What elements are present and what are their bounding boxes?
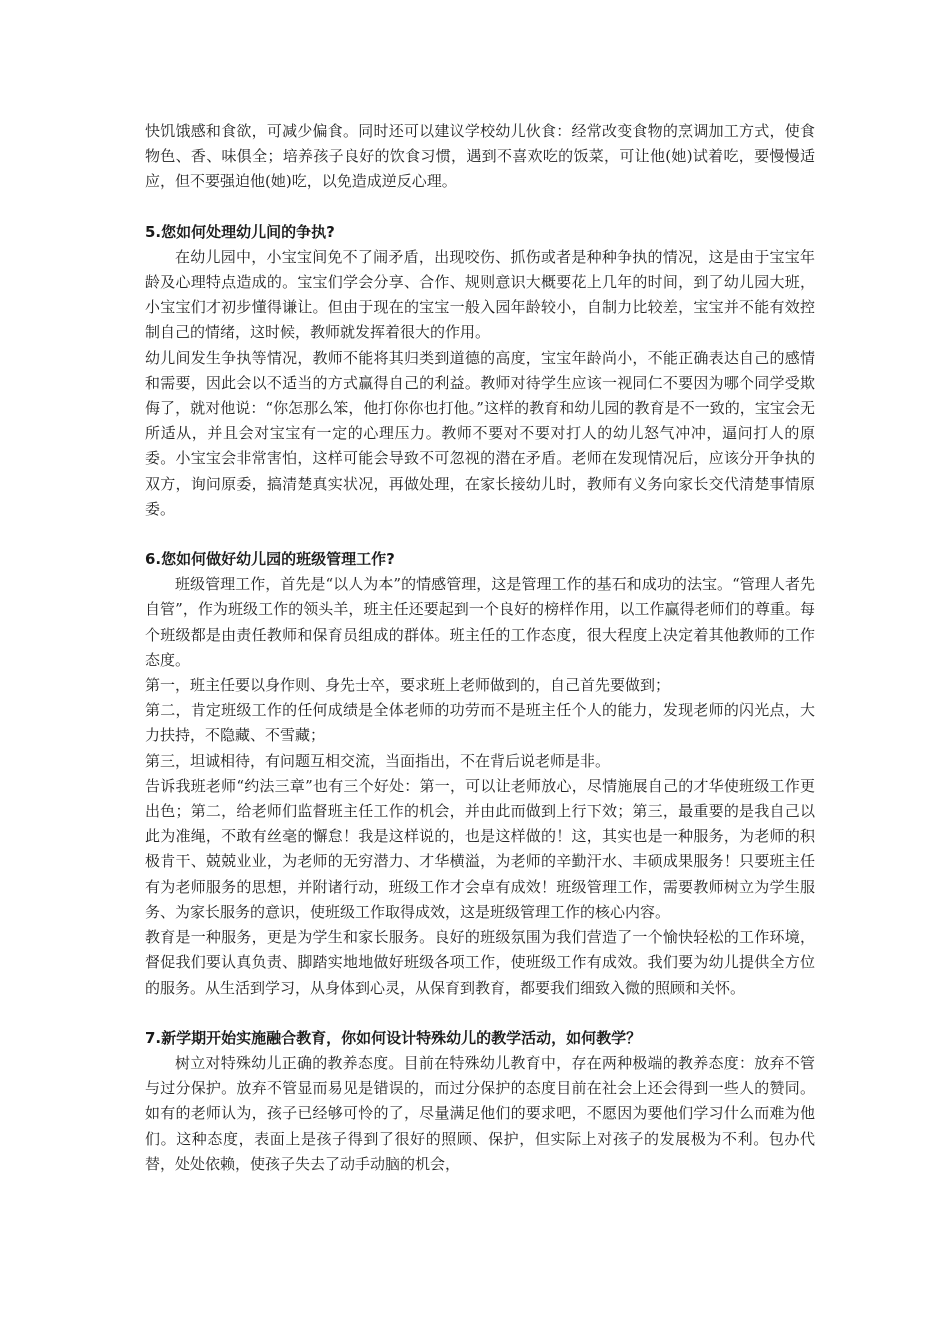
section-gap	[145, 1001, 815, 1026]
question-5-heading: 5.您如何处理幼儿间的争执?	[145, 222, 335, 241]
question-6-point-2: 第二，肯定班级工作的任何成绩是全体老师的功劳而不是班主任个人的能力，发现老师的闪光点，大力扶持，不隐藏、不雪藏；	[145, 701, 815, 745]
question-7-heading: 7.新学期开始实施融合教育，你如何设计特殊幼儿的教学活动，如何教学？	[145, 1028, 642, 1047]
question-5-section	[145, 220, 815, 522]
question-6-section	[145, 547, 815, 1001]
intro-paragraph: 快饥饿感和食欲，可减少偏食。同时还可以建议学校幼儿伙食：经常改变食物的烹调加工方式，使食物色、香、味俱全；培养孩子良好的饮食习惯，遇到不喜欢吃的饭菜，可让他(她)试着吃，要慢慢适应，但不要强迫他(她)吃，以免造成逆反心理。	[145, 122, 815, 191]
document-page	[145, 119, 815, 1177]
section-gap	[145, 195, 815, 220]
question-6-point-3: 第三，坦诚相待，有问题互相交流，当面指出，不在背后说老师是非。	[145, 751, 611, 770]
question-5-paragraph: 幼儿间发生争执等情况，教师不能将其归类到道德的高度，宝宝年龄尚小，不能正确表达自己的感情和需要，因此会以不适当的方式赢得自己的利益。教师对待学生应该一视同仁不要因为哪个同学受欺侮了，就对他说：“你怎那么笨，他打你你也打他。”这样的教育和幼儿园的教育是不一致的，宝宝会无所适从，并且会对宝宝有一定的心理压力。教师不要对不要对打人的幼儿怒气冲冲，逼问打人的原委。小宝宝会非常害怕，这样可能会导致不可忽视的潜在矛盾。老师在发现情况后，应该分开争执的双方，询问原委，搞清楚真实状况，再做处理，在家长接幼儿时，教师有义务向家长交代清楚事情原委。	[145, 348, 815, 518]
question-5-paragraph: 在幼儿园中，小宝宝间免不了闹矛盾，出现咬伤、抓伤或者是种种争执的情况，这是由于宝宝年龄及心理特点造成的。宝宝们学会分享、合作、规则意识大概要花上几年的时间，到了幼儿园大班，小宝宝们才初步懂得谦让。但由于现在的宝宝一般入园年龄较小，自制力比较差，宝宝并不能有效控制自己的情绪，这时候，教师就发挥着很大的作用。	[145, 247, 815, 342]
question-7-section	[145, 1026, 815, 1177]
question-6-point-1: 第一，班主任要以身作则、身先士卒，要求班上老师做到的，自己首先要做到；	[145, 676, 671, 695]
section-gap	[145, 522, 815, 547]
question-6-paragraph: 告诉我班老师“约法三章”也有三个好处：第一，可以让老师放心，尽情施展自己的才华使班级工作更出色；第二，给老师们监督班主任工作的机会，并由此而做到上行下效；第三，最重要的是我自己以此为准绳，不敢有丝毫的懈怠！我是这样说的，也是这样做的！这，其实也是一种服务，为老师的积极肯干、兢兢业业，为老师的无穷潜力、才华横溢，为老师的辛勤汗水、丰硕成果服务！只要班主任有为老师服务的思想，并附诸行动，班级工作才会卓有成效！班级管理工作，需要教师树立为学生服务、为家长服务的意识，使班级工作取得成效，这是班级管理工作的核心内容。	[145, 776, 815, 921]
question-6-paragraph: 教育是一种服务，更是为学生和家长服务。良好的班级氛围为我们营造了一个愉快轻松的工作环境，督促我们要认真负责、脚踏实地地做好班级各项工作，使班级工作有成效。我们要为幼儿提供全方位的服务。从生活到学习，从身体到心灵，从保育到教育，都要我们细致入微的照顾和关怀。	[145, 928, 815, 997]
question-7-paragraph: 树立对特殊幼儿正确的教养态度。目前在特殊幼儿教育中，存在两种极端的教养态度：放弃不管与过分保护。放弃不管显而易见是错误的，而过分保护的态度目前在社会上还会得到一些人的赞同。如有的老师认为，孩子已经够可怜的了，尽量满足他们的要求吧，不愿因为要他们学习什么而难为他们。这种态度，表面上是孩子得到了很好的照顾、保护，但实际上对孩子的发展极为不利。包办代替，处处依赖，使孩子失去了动手动脑的机会，	[145, 1053, 815, 1173]
question-6-heading: 6.您如何做好幼儿园的班级管理工作?	[145, 550, 395, 569]
question-6-paragraph: 班级管理工作，首先是“以人为本”的情感管理，这是管理工作的基石和成功的法宝。“管理人者先自管”，作为班级工作的领头羊，班主任还要起到一个良好的榜样作用，以工作赢得老师们的尊重。每个班级都是由责任教师和保育员组成的群体。班主任的工作态度，很大程度上决定着其他教师的工作态度。	[145, 575, 815, 669]
